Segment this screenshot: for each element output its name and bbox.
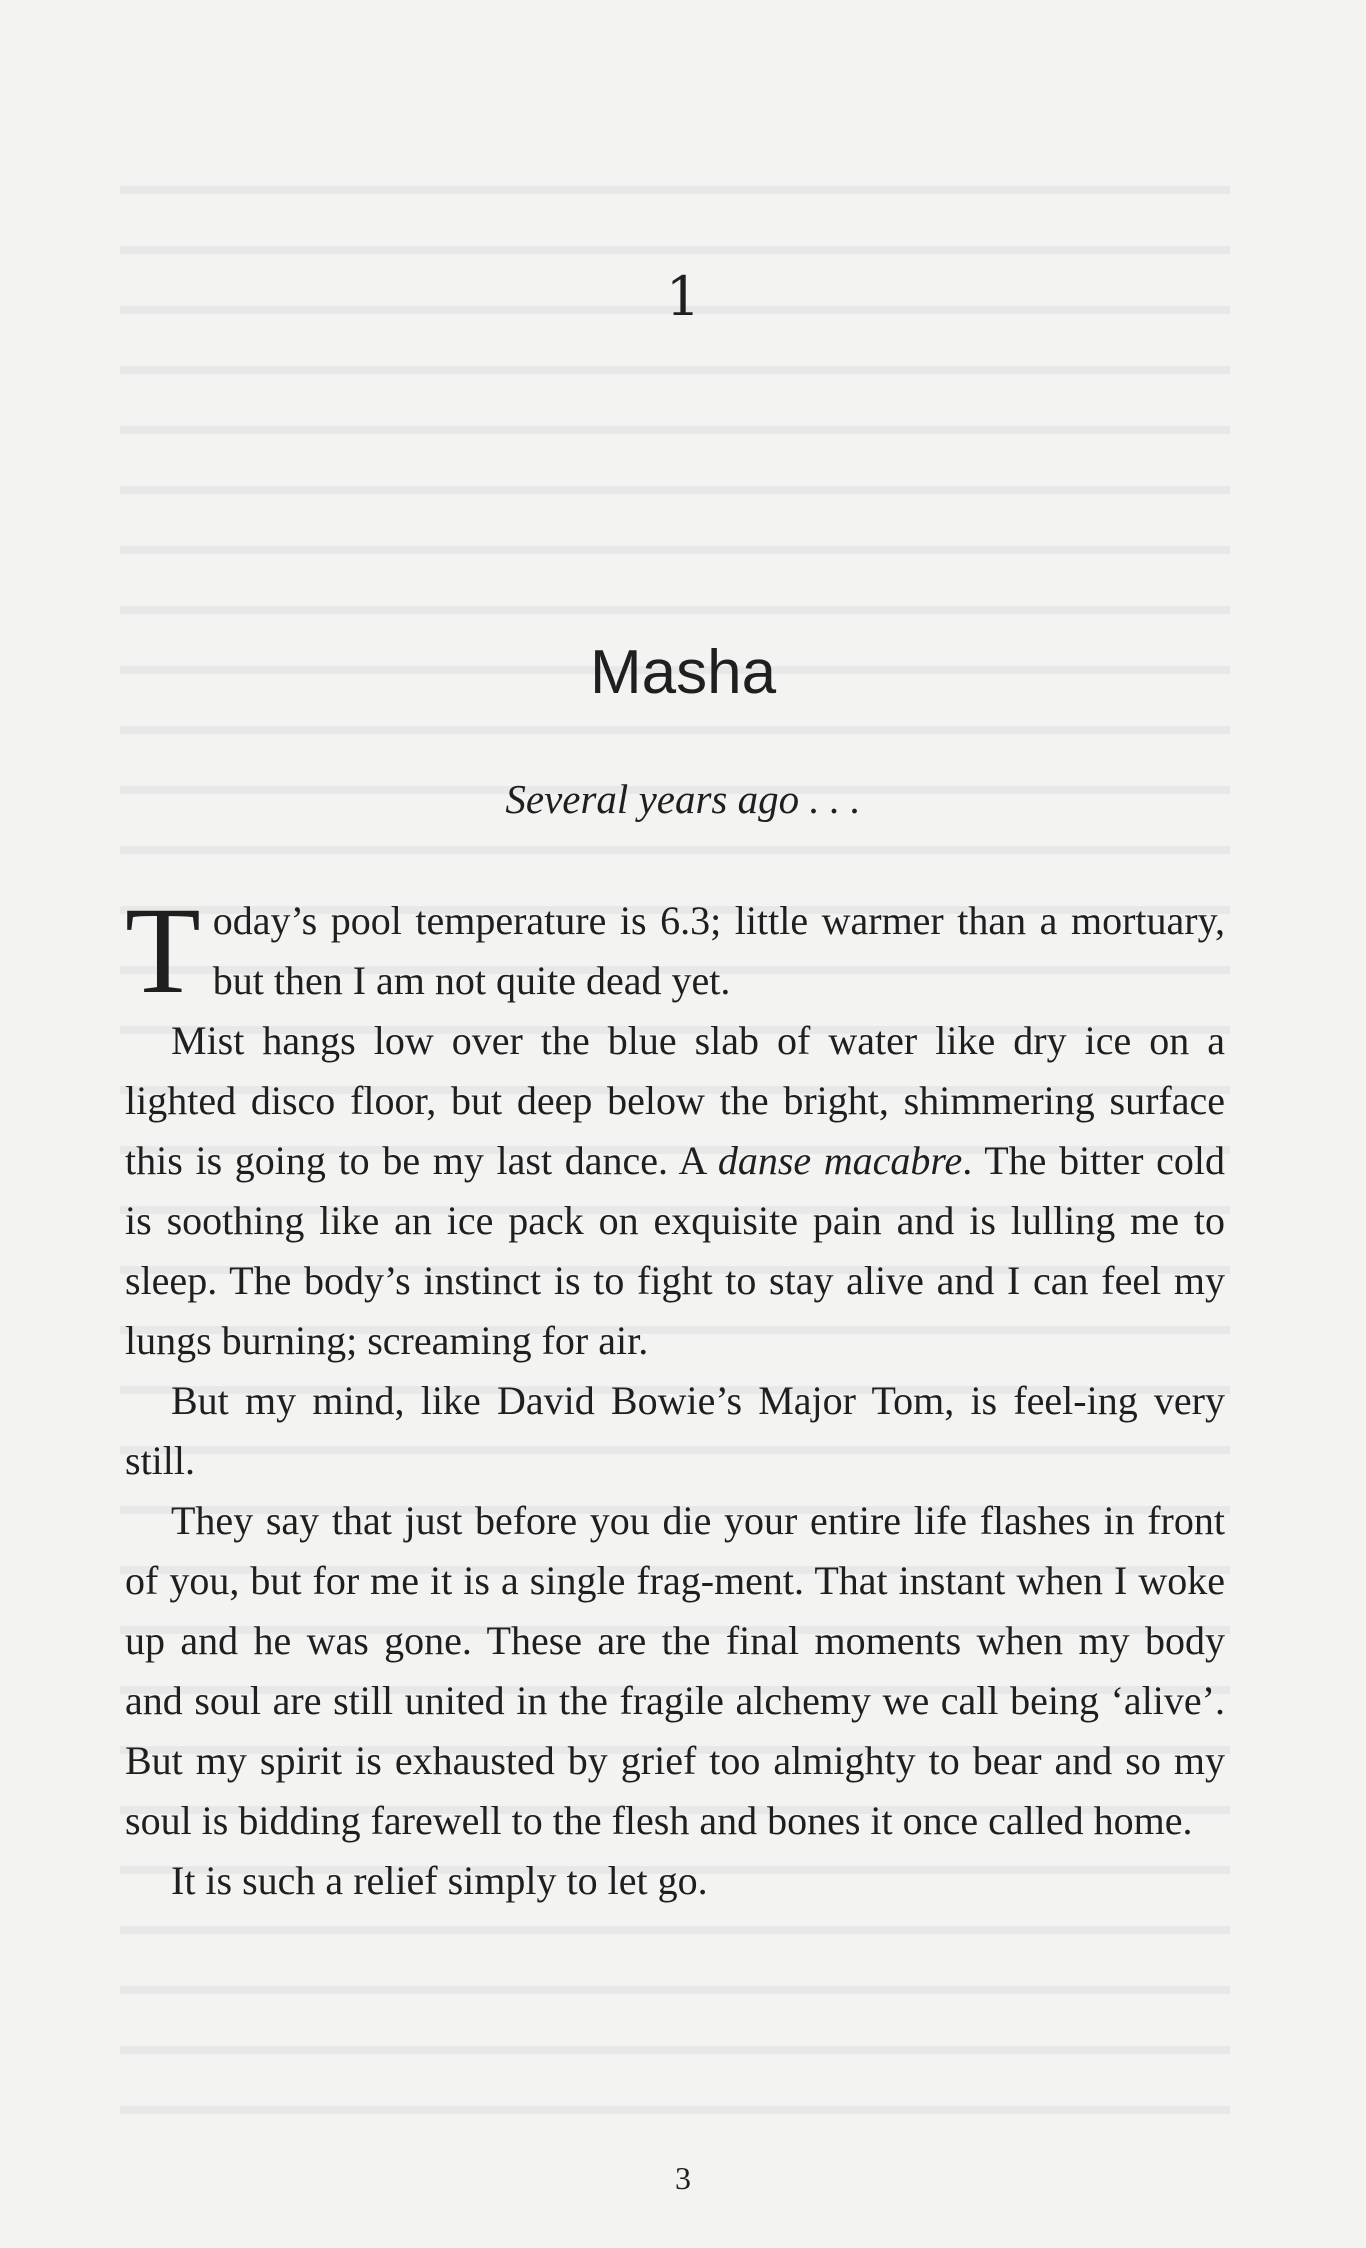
chapter-number: 1 [665, 265, 701, 328]
paragraph-2-text-a: Mist hangs low over the blue slab of water like dry ice on a lighted disco floor, but deep below the bright, shimmering surface this is going to be my last dance. A [125, 1018, 1225, 1183]
chapter-title: Masha [589, 638, 777, 707]
paragraph-1 [125, 882, 1225, 1019]
paragraph-2-text-b: . The bitter cold is soothing like an ice pack on exquisite pain and is lulling me to sleep. The body’s instinct is to fight to stay alive and I can feel my lungs burning; screaming for air. [125, 1138, 1226, 1363]
chapter-epigraph: Several years ago . . . [505, 776, 861, 822]
paragraph-2 [125, 1011, 1225, 1371]
paragraph-5: It is such a relief simply to let go. [171, 1858, 708, 1903]
page-number: 3 [675, 2160, 691, 2196]
drop-cap: T [125, 882, 201, 1019]
chapter-body [125, 882, 1226, 1911]
paragraph-2-italic: danse macabre [717, 1138, 963, 1183]
paragraph-4: They say that just before you die your entire life flashes in front of you, but for me it is a single frag-ment. That instant when I woke up and he was gone. These are the final moments when my body and soul are still united in the fragile alchemy we call being ‘alive’. But my spirit is exhausted by grief too almighty to bear and so my soul is bidding farewell to the flesh and bones it once called home. [125, 1498, 1225, 1843]
paragraph-3: But my mind, like David Bowie’s Major Tom, is feel-ing very still. [125, 1378, 1225, 1483]
paragraph-1-text: oday’s pool temperature is 6.3; little warmer than a mortuary, but then I am not quite dead yet. [212, 898, 1225, 1003]
